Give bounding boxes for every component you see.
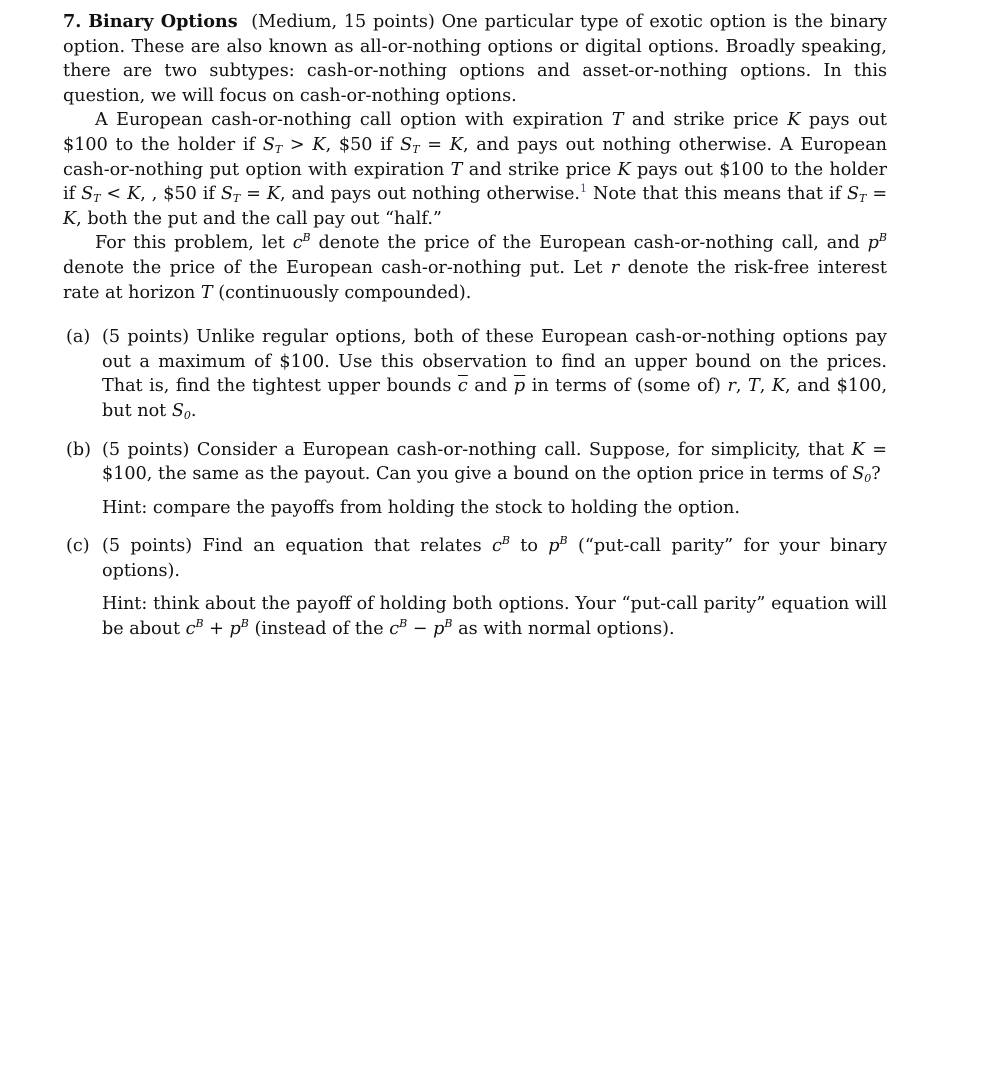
part-label: (b): [66, 439, 91, 460]
paragraph-notation: For this problem, let $c^B$ denote the price of the European cash-or-nothing call, and $p^B$ denote the price of the European cash-or-nothing put. Let r denote the risk-free interest rate at horizon T (continuously compounded).: [63, 231, 888, 303]
problem-number: 7.: [63, 11, 82, 32]
hint: Hint: think about the payoff of holding both options. Your “put-call parity” equation will be about $c^B + p^B$ (instead of the $c^B - p^B$ as with normal options).: [102, 594, 887, 640]
footnote-marker[interactable]: 1: [580, 182, 588, 196]
problem-7: [63, 10, 887, 656]
intro-text: One particular type of exotic option is the binary option. These are also known as all-or-nothing options or digital options. Broadly speaking, there are two subtypes: cash-or-nothing options and asset-or-nothing options. In this question, we will focus on cash-or-nothing options.: [63, 12, 888, 106]
part-label: (c): [66, 536, 90, 557]
part-b: (b) (5 points) Consider a European cash-or-nothing call. Suppose, for simplicity, that K = $100, the same as the payout. Can you give a bound on the option price in terms of $S_0$? Hint: compare the payoffs from holding the stock to holding the option.: [63, 438, 887, 521]
part-label: (a): [66, 327, 91, 348]
question-parts: [63, 325, 887, 642]
hint: Hint: compare the payoffs from holding the stock to holding the option.: [102, 497, 740, 518]
problem-intro: [63, 10, 887, 108]
problem-title: Binary Options: [88, 11, 238, 32]
part-c: (c) (5 points) Find an equation that relates $c^B$ to $p^B$ (“put-call parity” for your binary options). Hint: think about the payoff of holding both options. Your “put-call parity” equation will be about $c^B + p^B$ (instead of the $c^B - p^B$ as with normal options).: [63, 534, 887, 641]
paragraph-definitions: A European cash-or-nothing call option with expiration T and strike price K pays out $100 to the holder if $S_T > K$, $50 if $S_T = K$, and pays out nothing otherwise. A European cash-or-nothing put option with expiration T and strike price K pays out $100 to the holder if $S_T < K$, , $50 if $S_T = K$, and pays out nothing otherwise.$^1$ Note that this means that if $S_T = K$, both the put and the call pay out “half.”: [63, 110, 888, 229]
part-a: (a) (5 points) Unlike regular options, both of these European cash-or-nothing options pay out a maximum of $100. Use this observation to find an upper bound on the prices. That is, find the tightest upper bounds $\overline{c}$ and $\overline{p}$ in terms of (some of) r, T, K, and $100, but not $S_0$.: [66, 327, 888, 422]
problem-meta: (Medium, 15 points): [251, 12, 435, 32]
